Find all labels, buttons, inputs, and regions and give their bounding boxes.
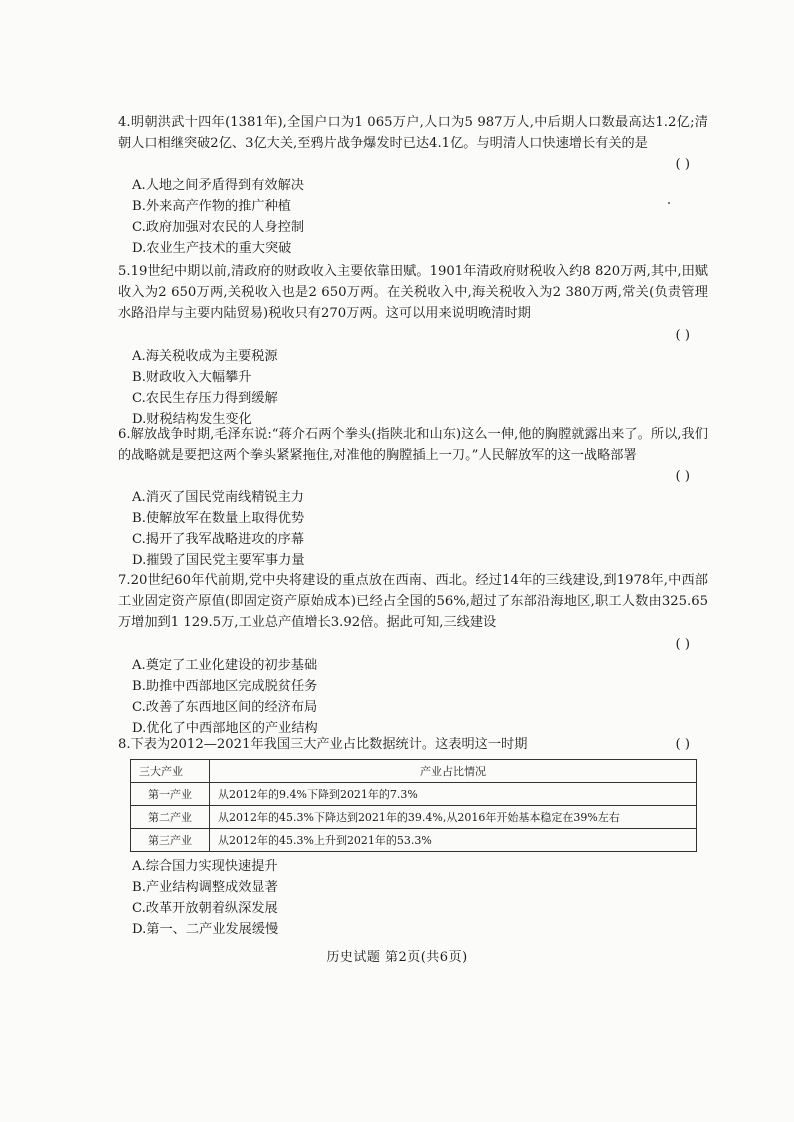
table-header-row (131, 760, 697, 783)
option-d: D.第一、二产业发展缓慢 (132, 922, 279, 937)
option-d: D.优化了中西部地区的产业结构 (132, 720, 318, 736)
option-a: A.海关税收成为主要税源 (132, 348, 278, 364)
question-4-stem: 4.明朝洪武十四年(1381年),全国户口为1 065万户,人口为5 987万人,中后期人口数最高达1.2亿;清朝人口相继突破2亿、3亿大关,至鸦片战争爆发时已达4.1亿。与明清人口快速增长有关的是 (118, 115, 708, 152)
answer-paren: ( ) (675, 157, 690, 173)
option-c: C.改革开放朝着纵深发展 (132, 901, 278, 916)
scan-speck (668, 202, 670, 204)
option-c: C.揭开了我军战略进攻的序幕 (132, 532, 305, 548)
page-footer: 历史试题 第2页(共6页) (326, 950, 468, 965)
question-8 (118, 734, 708, 755)
option-a: A.人地之间矛盾得到有效解决 (132, 178, 304, 194)
option-c: C.改善了东西地区间的经济布局 (132, 699, 318, 715)
table-header-cell: 三大产业 (131, 760, 210, 783)
answer-paren: ( ) (675, 327, 690, 343)
question-6-stem: 6.解放战争时期,毛泽东说:“蒋介石两个拳头(指陕北和山东)这么一伸,他的胸膛就露出来了。所以,我们的战略就是要把这两个拳头紧紧拖住,对准他的胸膛插上一刀。”人民解放军的这一战略部署 (118, 427, 708, 464)
table-cell: 从2012年的45.3%上升到2021年的53.3% (210, 829, 697, 852)
table-header-cell: 产业占比情况 (210, 760, 697, 783)
question-7-stem: 7.20世纪60年代前期,党中央将建设的重点放在西南、西北。经过14年的三线建设,到1978年,中西部工业固定资产原值(即固定资产原始成本)已经占全国的56%,超过了东部沿海地区,职工人数由325.65万增加到1 129.5万,工业总产值增长3.92倍。据此可知,三线建设 (118, 573, 708, 631)
industry-share-table (130, 759, 697, 852)
question-4 (118, 112, 708, 259)
option-c: C.农民生存压力得到缓解 (132, 390, 278, 406)
table-cell: 从2012年的9.4%下降到2021年的7.3% (210, 783, 697, 806)
table-cell: 第一产业 (131, 783, 210, 806)
option-a: A.综合国力实现快速提升 (132, 859, 278, 874)
option-a: A.奠定了工业化建设的初步基础 (132, 657, 318, 673)
question-7 (118, 570, 708, 739)
table-cell: 从2012年的45.3%下降达到2021年的39.4%,从2016年开始基本稳定在39%左右 (210, 806, 697, 829)
question-6 (118, 424, 708, 571)
answer-paren: ( ) (675, 636, 690, 652)
question-8-options (118, 856, 708, 940)
answer-paren: ( ) (675, 469, 690, 485)
table-cell: 第三产业 (131, 829, 210, 852)
question-5-stem: 5.19世纪中期以前,清政府的财政收入主要依靠田赋。1901年清政府财税收入约8 820万两,其中,田赋收入为2 650万两,关税收入也是2 650万两。在关税收入中,海关税收入为2 380万两,常关(负责管理水路沿岸与主要内陆贸易)税收只有270万两。这可以用来说明晚清时期 (118, 264, 708, 322)
option-d: D.财税结构发生变化 (132, 411, 252, 427)
option-d: D.农业生产技术的重大突破 (132, 241, 292, 257)
option-b: B.使解放军在数量上取得优势 (132, 511, 305, 527)
option-a: A.消灭了国民党南线精锐主力 (132, 490, 304, 506)
question-5 (118, 261, 708, 430)
question-8-stem: 8.下表为2012—2021年我国三大产业占比数据统计。这表明这一时期 (118, 737, 528, 752)
table-cell: 第二产业 (131, 806, 210, 829)
option-d: D.摧毁了国民党主要军事力量 (132, 553, 305, 569)
table-row (131, 829, 697, 852)
answer-paren: ( ) (675, 737, 690, 752)
option-b: B.助推中西部地区完成脱贫任务 (132, 678, 318, 694)
option-c: C.政府加强对农民的人身控制 (132, 220, 305, 236)
option-b: B.外来高产作物的推广种植 (132, 199, 291, 215)
table-row (131, 783, 697, 806)
table-row (131, 806, 697, 829)
option-b: B.产业结构调整成效显著 (132, 880, 278, 895)
option-b: B.财政收入大幅攀升 (132, 369, 252, 385)
